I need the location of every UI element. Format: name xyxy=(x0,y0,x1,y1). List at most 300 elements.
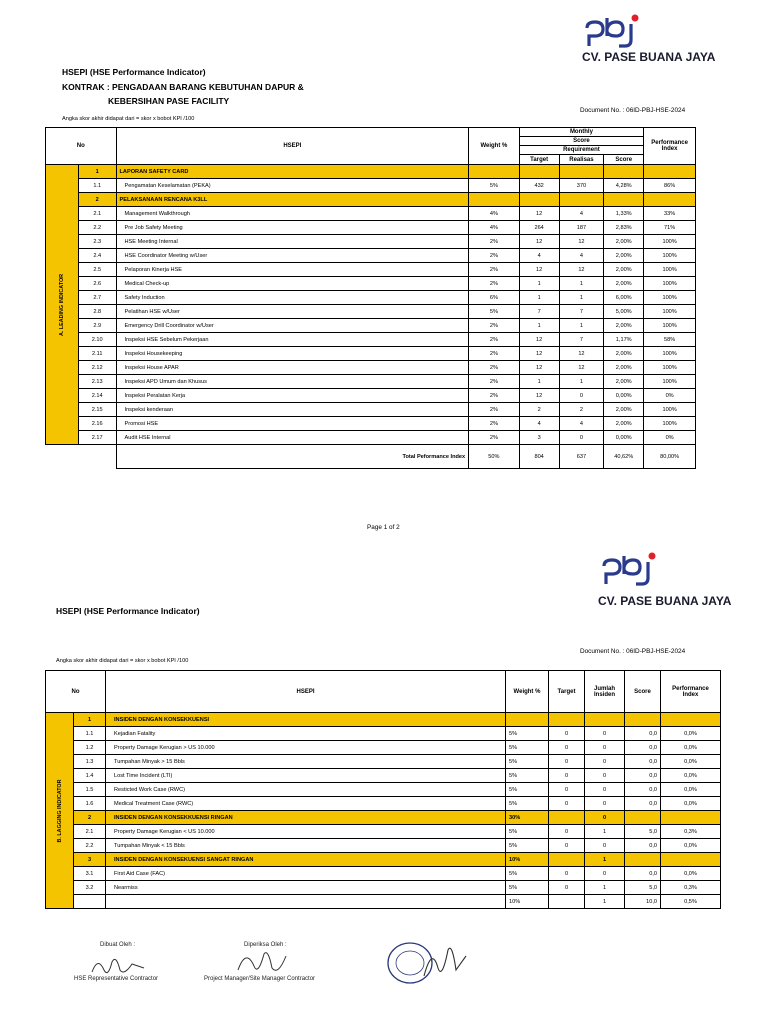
row-performance-index: 100% xyxy=(644,375,696,389)
row-target: 1 xyxy=(519,319,559,333)
section-empty xyxy=(625,713,661,727)
row-insiden: 0 xyxy=(585,769,625,783)
header-no: No xyxy=(46,128,117,165)
row-insiden: 0 xyxy=(585,755,625,769)
row-score: 2,00% xyxy=(604,263,644,277)
row-score: 0,0 xyxy=(625,783,661,797)
total-label: Total Peformance Index xyxy=(116,445,469,469)
row-performance-index: 100% xyxy=(644,249,696,263)
row-no: 2.7 xyxy=(78,291,116,305)
row-name: Inspeksi Housekeeping xyxy=(116,347,469,361)
signature-2-icon xyxy=(232,946,292,980)
total-insiden: 1 xyxy=(585,895,625,909)
total-row xyxy=(46,445,696,469)
table-row xyxy=(46,207,696,221)
section-empty xyxy=(549,853,585,867)
document-number-2: Document No. : 06ID-PBJ-HSE-2024 xyxy=(580,648,686,655)
table-row xyxy=(46,769,721,783)
company-logo-icon-2 xyxy=(600,552,664,588)
section-empty xyxy=(661,811,721,825)
row-no: 2.2 xyxy=(78,221,116,235)
row-score: 2,00% xyxy=(604,347,644,361)
row-performance-index: 0,0% xyxy=(661,741,721,755)
header-score-2: Score xyxy=(625,671,661,713)
total-blank xyxy=(46,445,117,469)
section-no: 2 xyxy=(78,193,116,207)
row-performance-index: 0,0% xyxy=(661,783,721,797)
page-number: Page 1 of 2 xyxy=(367,524,400,531)
row-target: 4 xyxy=(519,249,559,263)
row-insiden: 0 xyxy=(585,741,625,755)
row-target: 0 xyxy=(549,727,585,741)
row-name: HSE Coordinator Meeting w/User xyxy=(116,249,469,263)
table-row xyxy=(46,375,696,389)
section-weight: 10% xyxy=(506,853,549,867)
row-target: 0 xyxy=(549,741,585,755)
row-performance-index: 100% xyxy=(644,347,696,361)
row-weight: 2% xyxy=(469,333,520,347)
row-realisas: 370 xyxy=(559,179,604,193)
section-empty xyxy=(469,165,520,179)
row-weight: 5% xyxy=(469,305,520,319)
row-no: 3.1 xyxy=(74,867,106,881)
row-weight: 2% xyxy=(469,375,520,389)
header-target-2: Target xyxy=(549,671,585,713)
row-no: 2.4 xyxy=(78,249,116,263)
row-weight: 2% xyxy=(469,347,520,361)
row-weight: 5% xyxy=(506,755,549,769)
row-name: Pelatihan HSE w/User xyxy=(116,305,469,319)
section-empty xyxy=(519,193,559,207)
row-realisas: 12 xyxy=(559,263,604,277)
row-weight: 2% xyxy=(469,319,520,333)
row-score: 0,0 xyxy=(625,741,661,755)
row-performance-index: 100% xyxy=(644,403,696,417)
section-weight: 30% xyxy=(506,811,549,825)
table-row xyxy=(46,727,721,741)
section-empty xyxy=(559,193,604,207)
row-score: 0,0 xyxy=(625,769,661,783)
row-name: Lost Time Incident (LTI) xyxy=(106,769,506,783)
row-no: 2.16 xyxy=(78,417,116,431)
row-performance-index: 100% xyxy=(644,277,696,291)
row-performance-index: 100% xyxy=(644,305,696,319)
table-row xyxy=(46,403,696,417)
row-name: Inspeksi HSE Sebelum Pekerjaan xyxy=(116,333,469,347)
made-by-label: Dibuat Oleh : xyxy=(100,942,136,948)
page1-title: HSEPI (HSE Performance Indicator) xyxy=(62,67,206,77)
row-no: 2.1 xyxy=(74,825,106,839)
header-hsepi: HSEPI xyxy=(116,128,469,165)
row-score: 0,0 xyxy=(625,839,661,853)
table-row xyxy=(46,277,696,291)
row-name: Pelaporan Kinerja HSE xyxy=(116,263,469,277)
row-no: 1.1 xyxy=(74,727,106,741)
row-performance-index: 0% xyxy=(644,431,696,445)
row-no: 2.6 xyxy=(78,277,116,291)
side-label-cell xyxy=(46,713,74,909)
row-performance-index: 0% xyxy=(644,389,696,403)
table-row xyxy=(46,755,721,769)
row-performance-index: 100% xyxy=(644,319,696,333)
row-weight: 2% xyxy=(469,431,520,445)
row-insiden: 1 xyxy=(585,881,625,895)
table-row xyxy=(46,291,696,305)
table-row xyxy=(46,389,696,403)
section-insiden: 1 xyxy=(585,853,625,867)
section-empty xyxy=(519,165,559,179)
total-no xyxy=(74,895,106,909)
section-name: INSIDEN DENGAN KONSEKUENSI SANGAT RINGAN xyxy=(106,853,506,867)
table-row xyxy=(46,797,721,811)
row-score: 2,00% xyxy=(604,375,644,389)
row-no: 1.3 xyxy=(74,755,106,769)
row-weight: 5% xyxy=(506,839,549,853)
row-no: 3.2 xyxy=(74,881,106,895)
row-performance-index: 71% xyxy=(644,221,696,235)
row-target: 4 xyxy=(519,417,559,431)
table-row xyxy=(46,179,696,193)
row-performance-index: 100% xyxy=(644,235,696,249)
section-empty xyxy=(625,811,661,825)
row-score: 5,0 xyxy=(625,881,661,895)
row-target: 0 xyxy=(549,755,585,769)
row-weight: 5% xyxy=(506,769,549,783)
row-no: 2.9 xyxy=(78,319,116,333)
section-name: INSIDEN DENGAN KONSEKKUENSI xyxy=(106,713,506,727)
row-realisas: 0 xyxy=(559,431,604,445)
total-name xyxy=(106,895,506,909)
row-score: 1,33% xyxy=(604,207,644,221)
header-weight: Weight % xyxy=(469,128,520,165)
row-no: 2.17 xyxy=(78,431,116,445)
row-name: Inspeksi kenderaan xyxy=(116,403,469,417)
section-empty xyxy=(604,193,644,207)
table-row xyxy=(46,361,696,375)
table-row xyxy=(46,305,696,319)
row-weight: 2% xyxy=(469,417,520,431)
header-realisas: Realisas xyxy=(559,155,604,165)
row-realisas: 4 xyxy=(559,249,604,263)
row-realisas: 2 xyxy=(559,403,604,417)
row-name: Property Damage Kerugian > US 10.000 xyxy=(106,741,506,755)
row-realisas: 1 xyxy=(559,277,604,291)
row-realisas: 7 xyxy=(559,305,604,319)
section-name: LAPORAN SAFETY CARD xyxy=(116,165,469,179)
header-requirement: Requirement xyxy=(519,146,644,155)
row-score: 2,00% xyxy=(604,361,644,375)
row-performance-index: 0,0% xyxy=(661,797,721,811)
row-no: 2.8 xyxy=(78,305,116,319)
table-row xyxy=(46,319,696,333)
row-weight: 2% xyxy=(469,235,520,249)
side-label-cell xyxy=(46,165,79,445)
total-score: 40,62% xyxy=(604,445,644,469)
row-score: 0,00% xyxy=(604,389,644,403)
header-weight-2: Weight % xyxy=(506,671,549,713)
section-name: INSIDEN DENGAN KONSEKKUENSI RINGAN xyxy=(106,811,506,825)
row-score: 2,00% xyxy=(604,277,644,291)
row-performance-index: 100% xyxy=(644,417,696,431)
table-row xyxy=(46,235,696,249)
section-empty xyxy=(559,165,604,179)
header-score-col: Score xyxy=(604,155,644,165)
row-target: 0 xyxy=(549,797,585,811)
row-name: Inspeksi Peralatan Kerja xyxy=(116,389,469,403)
section-empty xyxy=(549,713,585,727)
company-name: CV. PASE BUANA JAYA xyxy=(582,50,716,64)
row-name: First Aid Case (FAC) xyxy=(106,867,506,881)
row-weight: 2% xyxy=(469,361,520,375)
row-insiden: 0 xyxy=(585,797,625,811)
row-target: 7 xyxy=(519,305,559,319)
row-target: 0 xyxy=(549,783,585,797)
table-row xyxy=(46,741,721,755)
row-target: 3 xyxy=(519,431,559,445)
document-number: Document No. : 06ID-PBJ-HSE-2024 xyxy=(580,107,686,114)
row-weight: 5% xyxy=(506,783,549,797)
row-name: Inspeksi House APAR xyxy=(116,361,469,375)
row-target: 12 xyxy=(519,263,559,277)
row-no: 1.2 xyxy=(74,741,106,755)
row-realisas: 12 xyxy=(559,361,604,375)
leading-indicator-table xyxy=(45,127,696,469)
table-row xyxy=(46,249,696,263)
row-weight: 2% xyxy=(469,389,520,403)
header-performance-index-2: Performance Index xyxy=(661,671,721,713)
row-target: 0 xyxy=(549,839,585,853)
row-performance-index: 0,0% xyxy=(661,867,721,881)
row-insiden: 0 xyxy=(585,839,625,853)
row-realisas: 1 xyxy=(559,291,604,305)
header-jumlah-insiden: Jumlah Insiden xyxy=(585,671,625,713)
row-target: 2 xyxy=(519,403,559,417)
total-performance-index: 0,5% xyxy=(661,895,721,909)
row-performance-index: 100% xyxy=(644,263,696,277)
company-name-2: CV. PASE BUANA JAYA xyxy=(598,594,732,608)
row-score: 2,00% xyxy=(604,417,644,431)
row-insiden: 0 xyxy=(585,727,625,741)
row-score: 0,0 xyxy=(625,797,661,811)
total-score: 10,0 xyxy=(625,895,661,909)
row-target: 0 xyxy=(549,867,585,881)
row-no: 2.14 xyxy=(78,389,116,403)
row-name: Medical Treatment Case (RWC) xyxy=(106,797,506,811)
section-empty xyxy=(661,853,721,867)
row-weight: 6% xyxy=(469,291,520,305)
row-target: 12 xyxy=(519,347,559,361)
row-score: 2,00% xyxy=(604,235,644,249)
row-score: 2,83% xyxy=(604,221,644,235)
row-target: 12 xyxy=(519,207,559,221)
row-performance-index: 0,0% xyxy=(661,755,721,769)
row-realisas: 1 xyxy=(559,319,604,333)
section-row xyxy=(46,193,696,207)
row-name: Property Damage Kerugian < US 10.000 xyxy=(106,825,506,839)
row-realisas: 4 xyxy=(559,207,604,221)
row-target: 432 xyxy=(519,179,559,193)
row-name: Promosi HSE xyxy=(116,417,469,431)
row-weight: 5% xyxy=(506,825,549,839)
lagging-indicator-label: B. LAGGING INDICATOR xyxy=(56,779,63,842)
row-score: 5,00% xyxy=(604,305,644,319)
section-empty xyxy=(644,193,696,207)
row-performance-index: 58% xyxy=(644,333,696,347)
row-weight: 4% xyxy=(469,207,520,221)
section-no: 1 xyxy=(78,165,116,179)
row-name: Medical Check-up xyxy=(116,277,469,291)
row-score: 2,00% xyxy=(604,249,644,263)
row-name: Tumpahan Minyak > 15 Bbls xyxy=(106,755,506,769)
section-empty xyxy=(549,811,585,825)
row-realisas: 12 xyxy=(559,235,604,249)
section-row xyxy=(46,811,721,825)
section-empty xyxy=(625,853,661,867)
header-target: Target xyxy=(519,155,559,165)
row-realisas: 1 xyxy=(559,375,604,389)
section-weight xyxy=(506,713,549,727)
row-realisas: 187 xyxy=(559,221,604,235)
row-target: 12 xyxy=(519,361,559,375)
table-row xyxy=(46,867,721,881)
page2-title: HSEPI (HSE Performance Indicator) xyxy=(56,606,200,616)
role-hse-representative: HSE Representative Contractor xyxy=(74,976,159,982)
table-row xyxy=(46,881,721,895)
section-no: 2 xyxy=(74,811,106,825)
contract-line1: KONTRAK : PENGADAAN BARANG KEBUTUHAN DAPUR & xyxy=(62,82,304,92)
row-no: 2.5 xyxy=(78,263,116,277)
row-no: 2.10 xyxy=(78,333,116,347)
row-performance-index: 86% xyxy=(644,179,696,193)
row-weight: 2% xyxy=(469,403,520,417)
leading-indicator-label: A. LEADING INDICATOR xyxy=(58,273,65,336)
row-score: 6,00% xyxy=(604,291,644,305)
row-performance-index: 0,0% xyxy=(661,769,721,783)
total-target xyxy=(549,895,585,909)
row-score: 2,00% xyxy=(604,319,644,333)
company-logo-icon xyxy=(583,14,647,50)
row-weight: 2% xyxy=(469,249,520,263)
lagging-indicator-table xyxy=(45,670,721,909)
total-weight: 10% xyxy=(506,895,549,909)
contract-line2: KEBERSIHAN PASE FACILITY xyxy=(108,96,230,106)
row-no: 2.3 xyxy=(78,235,116,249)
section-empty xyxy=(469,193,520,207)
row-target: 12 xyxy=(519,235,559,249)
table-row xyxy=(46,347,696,361)
row-target: 0 xyxy=(549,881,585,895)
section-empty xyxy=(661,713,721,727)
row-name: Management Walkthrough xyxy=(116,207,469,221)
checked-by-label: Diperiksa Oleh : xyxy=(244,942,287,948)
header-monthly: Monthly xyxy=(519,128,644,137)
row-target: 12 xyxy=(519,389,559,403)
table-row xyxy=(46,783,721,797)
total-target: 804 xyxy=(519,445,559,469)
row-weight: 4% xyxy=(469,221,520,235)
row-score: 0,0 xyxy=(625,727,661,741)
section-insiden: 0 xyxy=(585,811,625,825)
row-name: Pre Job Safety Meeting xyxy=(116,221,469,235)
row-name: Nearmiss xyxy=(106,881,506,895)
role-project-manager: Project Manager/Site Manager Contractor xyxy=(204,976,316,982)
row-name: Kejadian Fatality xyxy=(106,727,506,741)
row-weight: 5% xyxy=(506,727,549,741)
row-weight: 5% xyxy=(506,741,549,755)
row-realisas: 7 xyxy=(559,333,604,347)
total-weight: 50% xyxy=(469,445,520,469)
row-no: 1.4 xyxy=(74,769,106,783)
total-realisas: 637 xyxy=(559,445,604,469)
row-score: 2,00% xyxy=(604,403,644,417)
table-row xyxy=(46,431,696,445)
row-target: 264 xyxy=(519,221,559,235)
row-performance-index: 33% xyxy=(644,207,696,221)
row-name: Audit HSE Internal xyxy=(116,431,469,445)
score-note: Angka skor akhir didapat dari = skor x bobot KPI /100 xyxy=(62,116,195,122)
row-performance-index: 0,3% xyxy=(661,881,721,895)
row-no: 2.12 xyxy=(78,361,116,375)
row-weight: 5% xyxy=(506,797,549,811)
section-row xyxy=(46,165,696,179)
company-stamp-icon xyxy=(384,940,470,986)
row-target: 0 xyxy=(549,825,585,839)
section-row xyxy=(46,713,721,727)
row-no: 2.11 xyxy=(78,347,116,361)
row-score: 0,0 xyxy=(625,755,661,769)
section-empty xyxy=(644,165,696,179)
row-name: Pengamatan Keselamatan (PEKA) xyxy=(116,179,469,193)
row-no: 1.5 xyxy=(74,783,106,797)
row-name: Resticted Work Case (RWC) xyxy=(106,783,506,797)
table-row xyxy=(46,839,721,853)
row-no: 1.1 xyxy=(78,179,116,193)
total-performance-index: 80,00% xyxy=(644,445,696,469)
row-performance-index: 0,0% xyxy=(661,727,721,741)
row-insiden: 0 xyxy=(585,867,625,881)
section-name: PELAKSANAAN RENCANA K3LL xyxy=(116,193,469,207)
row-insiden: 1 xyxy=(585,825,625,839)
table-row xyxy=(46,333,696,347)
row-weight: 5% xyxy=(469,179,520,193)
row-name: Tumpahan Minyak < 15 Bbls xyxy=(106,839,506,853)
row-no: 2.1 xyxy=(78,207,116,221)
row-target: 12 xyxy=(519,333,559,347)
section-empty xyxy=(604,165,644,179)
header-performance-index: Performance Index xyxy=(644,128,696,165)
row-target: 1 xyxy=(519,291,559,305)
table-row xyxy=(46,417,696,431)
row-target: 1 xyxy=(519,277,559,291)
row-score: 0,0 xyxy=(625,867,661,881)
section-no: 3 xyxy=(74,853,106,867)
table-row xyxy=(46,825,721,839)
row-performance-index: 0,0% xyxy=(661,839,721,853)
row-score: 0,00% xyxy=(604,431,644,445)
row-performance-index: 0,3% xyxy=(661,825,721,839)
section-no: 1 xyxy=(74,713,106,727)
row-weight: 5% xyxy=(506,867,549,881)
row-name: HSE Meeting Internal xyxy=(116,235,469,249)
total-row xyxy=(46,895,721,909)
row-performance-index: 100% xyxy=(644,361,696,375)
row-insiden: 0 xyxy=(585,783,625,797)
section-row xyxy=(46,853,721,867)
row-performance-index: 100% xyxy=(644,291,696,305)
row-realisas: 4 xyxy=(559,417,604,431)
header-hsepi-2: HSEPI xyxy=(106,671,506,713)
header-score: Score xyxy=(519,137,644,146)
